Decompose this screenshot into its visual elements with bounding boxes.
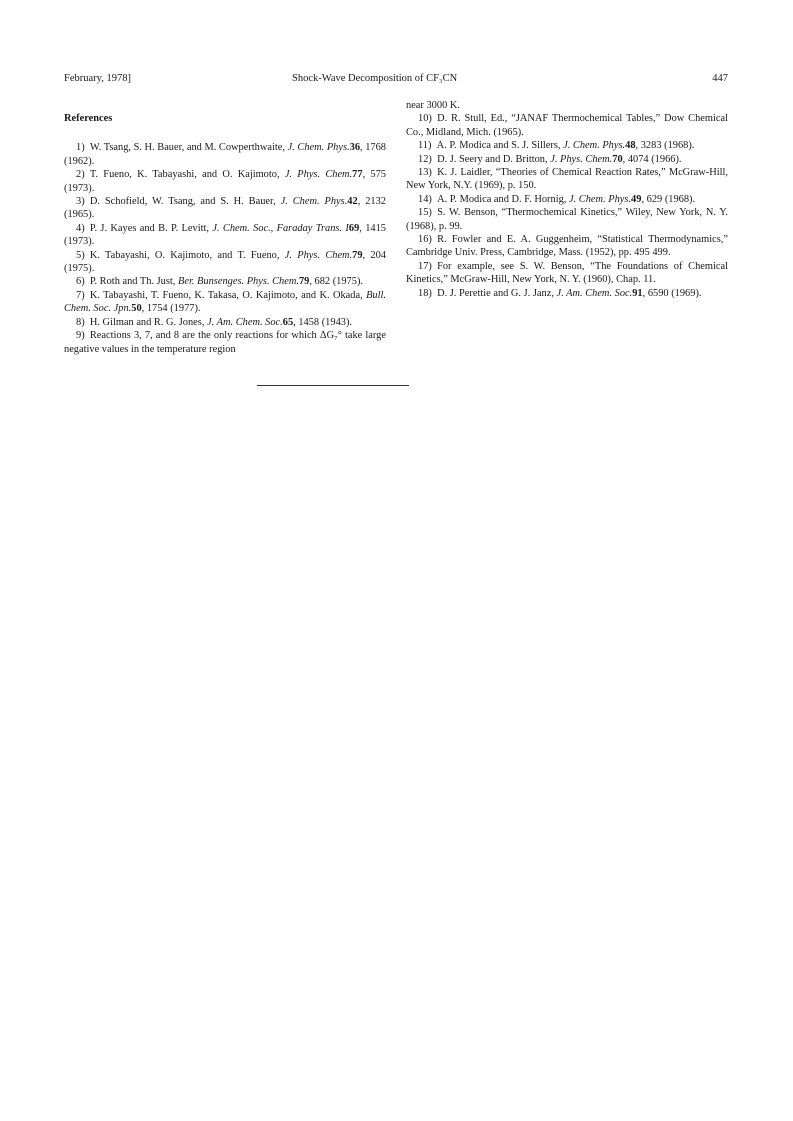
reference-citation: , 629 (1968). bbox=[641, 193, 696, 205]
reference-number: 8) bbox=[76, 316, 85, 328]
reference-number: 14) bbox=[418, 193, 432, 205]
reference-journal: J. Chem. Soc., Faraday Trans. I bbox=[212, 222, 349, 234]
reference-item bbox=[64, 316, 386, 329]
reference-volume: 77 bbox=[352, 169, 363, 181]
reference-number: 17) bbox=[418, 260, 432, 272]
reference-journal: J. Chem. Phys. bbox=[569, 193, 632, 205]
reference-journal: J. Chem. Phys. bbox=[287, 142, 350, 154]
left-reference-list bbox=[64, 141, 386, 356]
reference-citation: , 1754 (1977). bbox=[141, 303, 201, 315]
reference-citation: , 1768 (1962). bbox=[64, 142, 386, 167]
reference-text: D. J. Perettie and G. J. Janz, bbox=[437, 287, 557, 299]
reference-citation: , 2132 (1965). bbox=[64, 196, 386, 221]
reference-text: P. J. Kayes and B. P. Levitt, bbox=[89, 222, 213, 234]
reference-citation: , 575 (1973). bbox=[64, 169, 386, 194]
reference-volume: 42 bbox=[347, 196, 358, 208]
reference-number: 13) bbox=[418, 167, 432, 179]
reference-volume: 79 bbox=[298, 276, 310, 288]
reference-citation: , 6590 (1969). bbox=[642, 287, 702, 299]
reference-volume: 50 bbox=[131, 303, 142, 315]
reference-volume: 49 bbox=[631, 193, 642, 205]
reference-text: K. Tabayashi, T. Fueno, K. Takasa, O. Kajimoto, and K. Okada, bbox=[89, 289, 367, 301]
reference-text: R. Fowler and E. A. Guggenheim, “Statistical Thermodynamics,” Cambridge Univ. Press, Cambridge, Mass. (1952), pp. 495 499. bbox=[406, 234, 728, 259]
reference-citation: , 1458 (1943). bbox=[293, 316, 353, 328]
reference-text: K. Tabayashi, O. Kajimoto, and T. Fueno, bbox=[89, 249, 285, 261]
reference-number: 4) bbox=[76, 222, 85, 234]
reference-text: T. Fueno, K. Tabayashi, and O. Kajimoto, bbox=[89, 169, 285, 181]
reference-citation: , 682 (1975). bbox=[309, 276, 364, 288]
reference-item bbox=[406, 193, 728, 206]
reference-journal: Ber. Bunsenges. Phys. Chem. bbox=[178, 276, 299, 288]
reference-text: P. Roth and Th. Just, bbox=[89, 276, 179, 288]
right-reference-list bbox=[406, 112, 728, 300]
reference-number: 10) bbox=[418, 113, 432, 125]
reference-item bbox=[64, 249, 386, 276]
references-heading: References bbox=[64, 113, 113, 124]
reference-volume: 48 bbox=[625, 140, 636, 152]
reference-text: K. J. Laidler, “Theories of Chemical Reaction Rates,” McGraw-Hill, New York, N.Y. (1969), p. 150. bbox=[406, 167, 728, 192]
reference-volume: 70 bbox=[612, 153, 623, 165]
reference-number: 18) bbox=[418, 287, 432, 299]
reference-volume: 65 bbox=[282, 316, 294, 328]
reference-volume: 36 bbox=[349, 142, 361, 154]
reference-number: 2) bbox=[76, 169, 85, 181]
reference-text: W. Tsang, S. H. Bauer, and M. Cowperthwaite, bbox=[89, 142, 288, 154]
reference-text: S. W. Benson, “Thermochemical Kinetics,” Wiley, New York, N. Y. (1968), p. 99. bbox=[406, 207, 728, 232]
reference-item bbox=[64, 222, 386, 249]
header-date: February, 1978] bbox=[64, 73, 131, 84]
reference-text: Reactions 3, 7, and 8 are the only reactions for which ΔG₇° take large negative values in the temperature region bbox=[64, 330, 386, 355]
reference-text: D. Schofield, W. Tsang, and S. H. Bauer, bbox=[89, 196, 281, 208]
reference-item bbox=[406, 233, 728, 260]
reference-continuation: near 3000 K. bbox=[406, 100, 460, 111]
reference-volume: 91 bbox=[632, 287, 643, 299]
reference-citation: , 4074 (1966). bbox=[622, 153, 682, 165]
reference-journal: Bull. Chem. Soc. Jpn. bbox=[64, 289, 386, 315]
reference-item bbox=[406, 112, 728, 139]
reference-number: 7) bbox=[76, 289, 85, 301]
reference-number: 3) bbox=[76, 196, 85, 208]
reference-citation: , 204 (1975). bbox=[64, 249, 387, 275]
reference-journal: J. Phys. Chem. bbox=[284, 169, 353, 181]
header-title: Shock-Wave Decomposition of CF₃CN bbox=[292, 73, 458, 84]
reference-citation: , 3283 (1968). bbox=[635, 140, 695, 152]
reference-item bbox=[406, 153, 728, 166]
reference-text: H. Gilman and R. G. Jones, bbox=[89, 316, 208, 328]
reference-item bbox=[64, 195, 386, 222]
reference-item bbox=[64, 289, 386, 316]
reference-volume: 79 bbox=[352, 249, 363, 261]
reference-number: 5) bbox=[76, 249, 85, 261]
reference-number: 15) bbox=[418, 207, 432, 219]
reference-number: 1) bbox=[76, 142, 85, 154]
running-header bbox=[64, 73, 728, 87]
reference-item bbox=[64, 329, 386, 356]
reference-item bbox=[406, 139, 728, 152]
reference-journal: J. Chem. Phys. bbox=[563, 140, 626, 152]
reference-number: 16) bbox=[418, 234, 432, 246]
reference-number: 6) bbox=[76, 276, 85, 288]
reference-item bbox=[64, 168, 386, 195]
reference-text: A. P. Modica and S. J. Sillers, bbox=[436, 140, 564, 152]
reference-item bbox=[406, 287, 728, 300]
left-column bbox=[64, 99, 386, 356]
reference-text: D. J. Seery and D. Britton, bbox=[437, 153, 551, 165]
reference-citation: , 1415 (1973). bbox=[64, 222, 386, 248]
reference-number: 11) bbox=[418, 140, 432, 152]
reference-journal: J. Am. Chem. Soc. bbox=[556, 287, 633, 299]
reference-item bbox=[406, 166, 728, 193]
page-number: 447 bbox=[712, 73, 728, 84]
end-rule bbox=[257, 385, 409, 386]
reference-journal: J. Phys. Chem. bbox=[284, 249, 353, 261]
reference-journal: J. Chem. Phys. bbox=[280, 196, 348, 208]
reference-journal: J. Am. Chem. Soc. bbox=[207, 316, 283, 328]
reference-number: 9) bbox=[76, 330, 85, 342]
reference-journal: J. Phys. Chem. bbox=[550, 153, 613, 165]
reference-text: For example, see S. W. Benson, “The Foundations of Chemical Kinetics,” McGraw-Hill, New York, N. Y. (1960), Chap. 11. bbox=[406, 260, 728, 286]
reference-text: A. P. Modica and D. F. Hornig, bbox=[437, 193, 569, 205]
reference-number: 12) bbox=[418, 153, 432, 165]
reference-item bbox=[406, 260, 728, 287]
right-column bbox=[406, 99, 728, 300]
reference-item bbox=[64, 141, 386, 168]
reference-item bbox=[406, 206, 728, 233]
reference-volume: 69 bbox=[348, 222, 360, 234]
reference-text: D. R. Stull, Ed., “JANAF Thermochemical Tables,” Dow Chemical Co., Midland, Mich. (1965). bbox=[406, 113, 728, 138]
reference-item bbox=[64, 275, 386, 288]
